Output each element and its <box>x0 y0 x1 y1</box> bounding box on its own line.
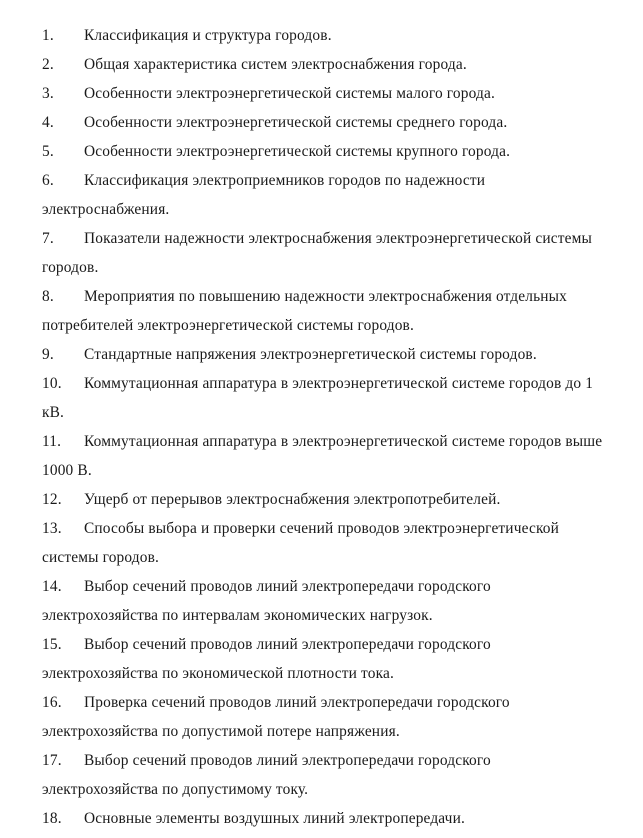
list-item-first-line <box>0 166 643 195</box>
list-item-first-line <box>0 630 643 659</box>
list-item-number: 5. <box>42 143 54 160</box>
list-item-first-line <box>0 746 643 775</box>
list-item-number: 4. <box>42 114 54 131</box>
list-item-text: Коммутационная аппаратура в электроэнергетической системе городов до 1 <box>84 375 594 392</box>
list-item-text: Ущерб от перерывов электроснабжения электропотребителей. <box>84 491 501 508</box>
list-item-first-line <box>0 79 643 108</box>
list-item-number: 14. <box>42 578 62 595</box>
list-item-text: Проверка сечений проводов линий электропередачи городского <box>84 694 510 711</box>
list-item <box>0 572 643 630</box>
list-item-text: Стандартные напряжения электроэнергетической системы городов. <box>84 346 537 363</box>
list-item-number: 9. <box>42 346 54 363</box>
list-item-wrapped-line: электроснабжения. <box>42 201 170 218</box>
list-item <box>0 108 643 137</box>
list-item <box>0 21 643 50</box>
list-item <box>0 369 643 427</box>
list-item-first-line <box>0 282 643 311</box>
list-item-first-line <box>0 485 643 514</box>
list-item-first-line <box>0 688 643 717</box>
list-item-number: 8. <box>42 288 54 305</box>
list-item-first-line <box>0 21 643 50</box>
list-item-text: Основные элементы воздушных линий электропередачи. <box>84 810 465 827</box>
list-item-first-line <box>0 50 643 79</box>
list-item-first-line <box>0 804 643 833</box>
list-item-wrapped-line: городов. <box>42 259 99 276</box>
list-item-wrapped-line: кВ. <box>42 404 65 421</box>
list-item-text: Общая характеристика систем электроснабжения города. <box>84 56 467 73</box>
list-item-first-line <box>0 108 643 137</box>
list-item-first-line <box>0 369 643 398</box>
list-item-number: 7. <box>42 230 54 247</box>
list-item <box>0 282 643 340</box>
list-item-number: 11. <box>42 433 62 450</box>
list-item-text: Классификация и структура городов. <box>84 27 332 44</box>
list-item <box>0 224 643 282</box>
list-item-first-line <box>0 137 643 166</box>
list-item-number: 6. <box>42 172 54 189</box>
list-item-number: 16. <box>42 694 62 711</box>
list-item-wrapped-line: 1000 В. <box>42 462 92 479</box>
list-item-number: 2. <box>42 56 54 73</box>
list-item-text: Показатели надежности электроснабжения электроэнергетической системы <box>84 230 592 247</box>
list-item <box>0 746 643 804</box>
list-item <box>0 514 643 572</box>
list-item <box>0 804 643 833</box>
list-item-text: Коммутационная аппаратура в электроэнергетической системе городов выше <box>84 433 603 450</box>
list-item <box>0 340 643 369</box>
list-item <box>0 137 643 166</box>
list-item <box>0 79 643 108</box>
list-item-first-line <box>0 572 643 601</box>
list-item <box>0 630 643 688</box>
list-item <box>0 166 643 224</box>
list-item <box>0 427 643 485</box>
list-item-number: 10. <box>42 375 62 392</box>
list-item-text: Выбор сечений проводов линий электропередачи городского <box>84 636 491 653</box>
list-item-first-line <box>0 514 643 543</box>
list-item-number: 3. <box>42 85 54 102</box>
list-item-wrapped-line: электрохозяйства по допустимому току. <box>42 781 309 798</box>
list-item-wrapped-line: электрохозяйства по экономической плотности тока. <box>42 665 394 682</box>
list-item-number: 1. <box>42 27 54 44</box>
list-item-wrapped-line: потребителей электроэнергетической системы городов. <box>42 317 414 334</box>
list-item-text: Способы выбора и проверки сечений проводов электроэнергетической <box>84 520 560 537</box>
list-item-first-line <box>0 340 643 369</box>
list-item-text: Выбор сечений проводов линий электропередачи городского <box>84 578 491 595</box>
list-item-text: Особенности электроэнергетической системы среднего города. <box>84 114 508 131</box>
list-item-number: 18. <box>42 810 62 827</box>
numbered-list <box>0 21 643 833</box>
list-item-first-line <box>0 224 643 253</box>
list-item-text: Мероприятия по повышению надежности электроснабжения отдельных <box>84 288 567 305</box>
list-item <box>0 50 643 79</box>
list-item-number: 12. <box>42 491 62 508</box>
list-item-text: Особенности электроэнергетической системы малого города. <box>84 85 495 102</box>
list-item-wrapped-line: электрохозяйства по интервалам экономических нагрузок. <box>42 607 433 624</box>
list-item-wrapped-line: электрохозяйства по допустимой потере напряжения. <box>42 723 400 740</box>
list-item-number: 17. <box>42 752 62 769</box>
list-item-text: Классификация электроприемников городов по надежности <box>84 172 486 189</box>
list-item-first-line <box>0 427 643 456</box>
list-item-text: Особенности электроэнергетической системы крупного города. <box>84 143 511 160</box>
list-item <box>0 485 643 514</box>
list-item-wrapped-line: системы городов. <box>42 549 160 566</box>
list-item <box>0 688 643 746</box>
list-item-text: Выбор сечений проводов линий электропередачи городского <box>84 752 491 769</box>
list-item-number: 13. <box>42 520 62 537</box>
list-item-number: 15. <box>42 636 62 653</box>
